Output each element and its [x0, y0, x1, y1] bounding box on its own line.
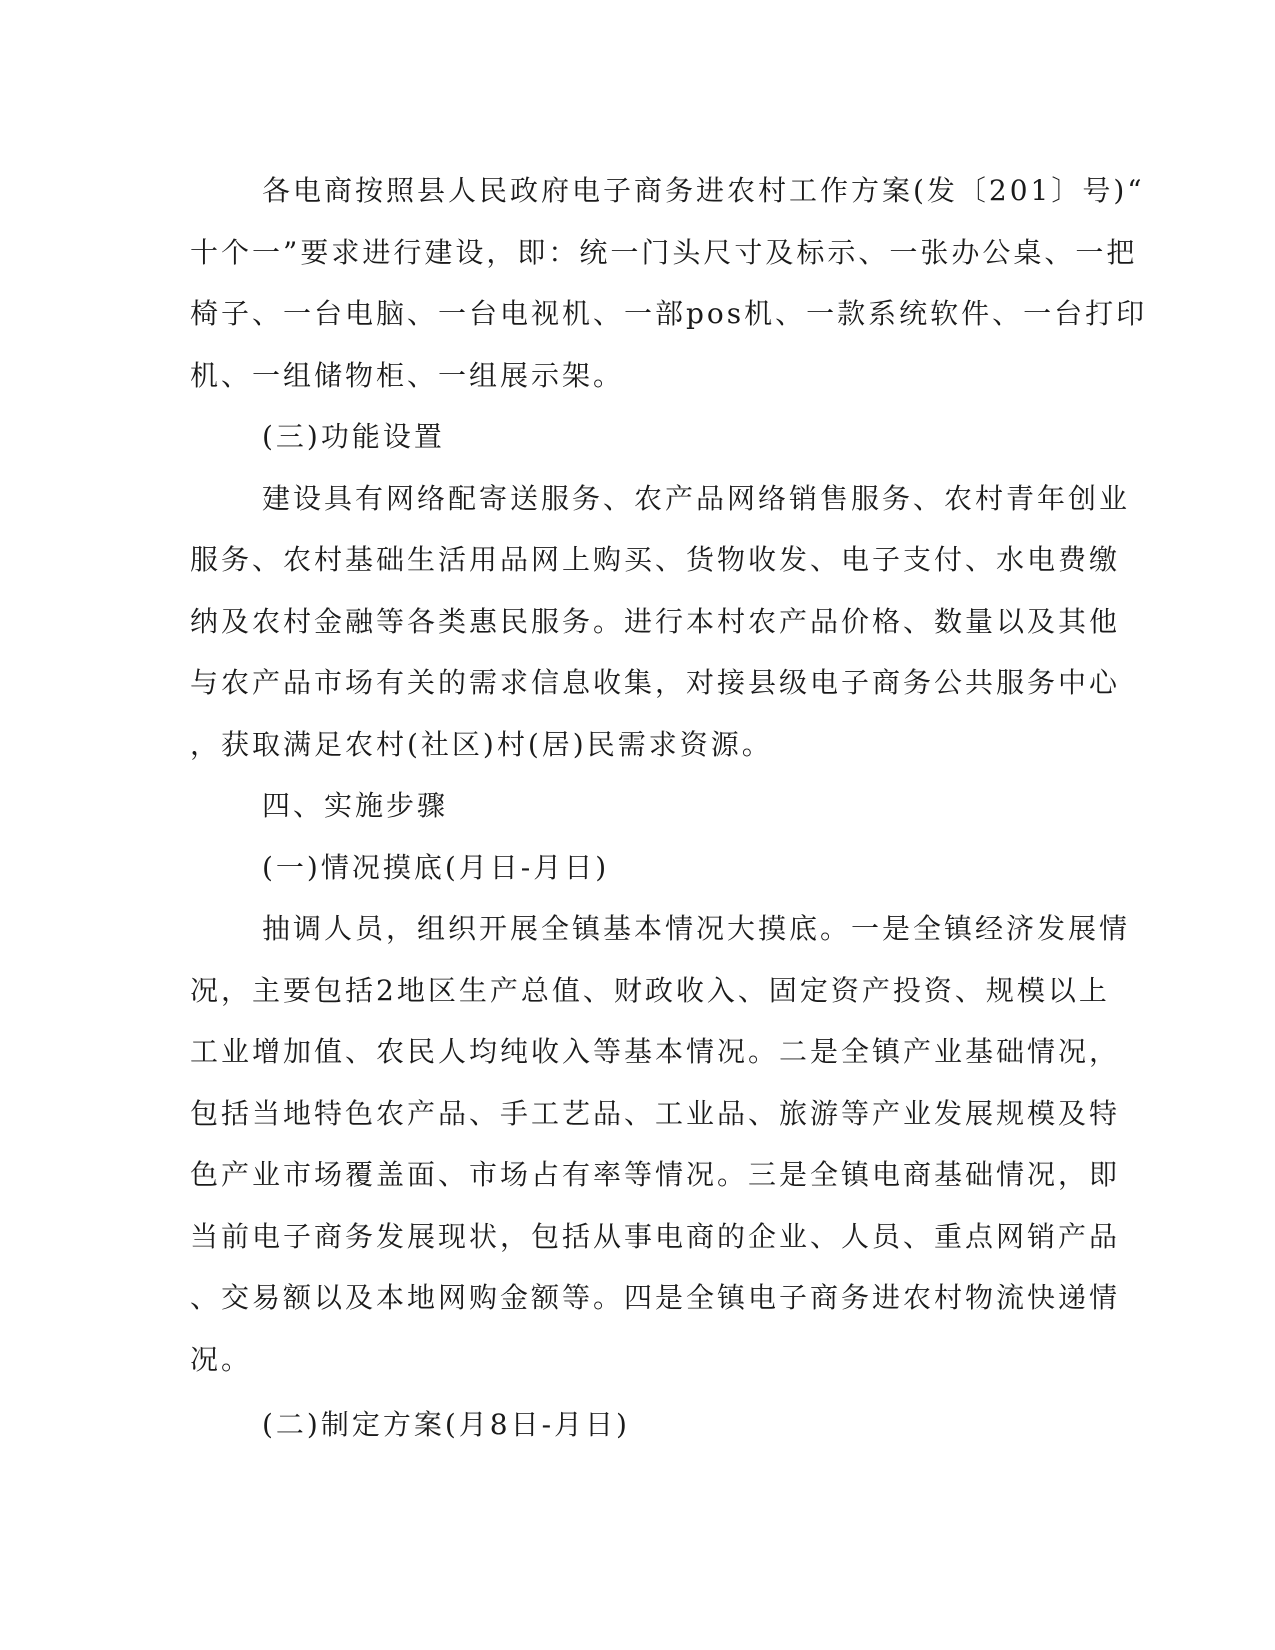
section-heading: (一)情况摸底(月日-月日) [262, 850, 610, 884]
paragraph-line: 当前电子商务发展现状，包括从事电商的企业、人员、重点网销产品 [190, 1219, 1121, 1253]
paragraph-line: 况，主要包括2地区生产总值、财政收入、固定资产投资、规模以上 [190, 973, 1110, 1007]
paragraph-line: 包括当地特色农产品、手工艺品、工业品、旅游等产业发展规模及特 [190, 1096, 1121, 1130]
paragraph-line: 况。 [190, 1342, 253, 1376]
section-heading: (三)功能设置 [262, 420, 445, 453]
section-heading: (二)制定方案(月8日-月日) [262, 1408, 630, 1441]
paragraph-line: 机、一组储物柜、一组展示架。 [190, 358, 625, 392]
paragraph-line: 、交易额以及本地网购金额等。四是全镇电子商务进农村物流快递情 [190, 1281, 1121, 1314]
paragraph-line: 建设具有网络配寄送服务、农产品网络销售服务、农村青年创业 [262, 481, 1131, 515]
paragraph-line: 纳及农村金融等各类惠民服务。进行本村农产品价格、数量以及其他 [190, 604, 1121, 638]
paragraph-line: 各电商按照县人民政府电子商务进农村工作方案(发〔201〕号)“ [262, 174, 1145, 207]
paragraph-line: 十个一”要求进行建设，即：统一门头尺寸及标示、一张办公桌、一把 [190, 235, 1138, 269]
document-page [190, 160, 1148, 1456]
paragraph-line: 服务、农村基础生活用品网上购买、货物收发、电子支付、水电费缴 [190, 543, 1121, 576]
section-heading: 四、实施步骤 [262, 789, 449, 822]
paragraph-line: 抽调人员，组织开展全镇基本情况大摸底。一是全镇经济发展情 [262, 912, 1131, 945]
paragraph-line: 椅子、一台电脑、一台电视机、一部pos机、一款系统软件、一台打印 [190, 297, 1148, 330]
paragraph-line: 工业增加值、农民人均纯收入等基本情况。二是全镇产业基础情况， [190, 1035, 1121, 1068]
paragraph-line: 与农产品市场有关的需求信息收集，对接县级电子商务公共服务中心 [190, 666, 1121, 699]
paragraph-line: 色产业市场覆盖面、市场占有率等情况。三是全镇电商基础情况，即 [190, 1158, 1121, 1191]
paragraph-line: ，获取满足农村(社区)村(居)民需求资源。 [190, 727, 773, 761]
